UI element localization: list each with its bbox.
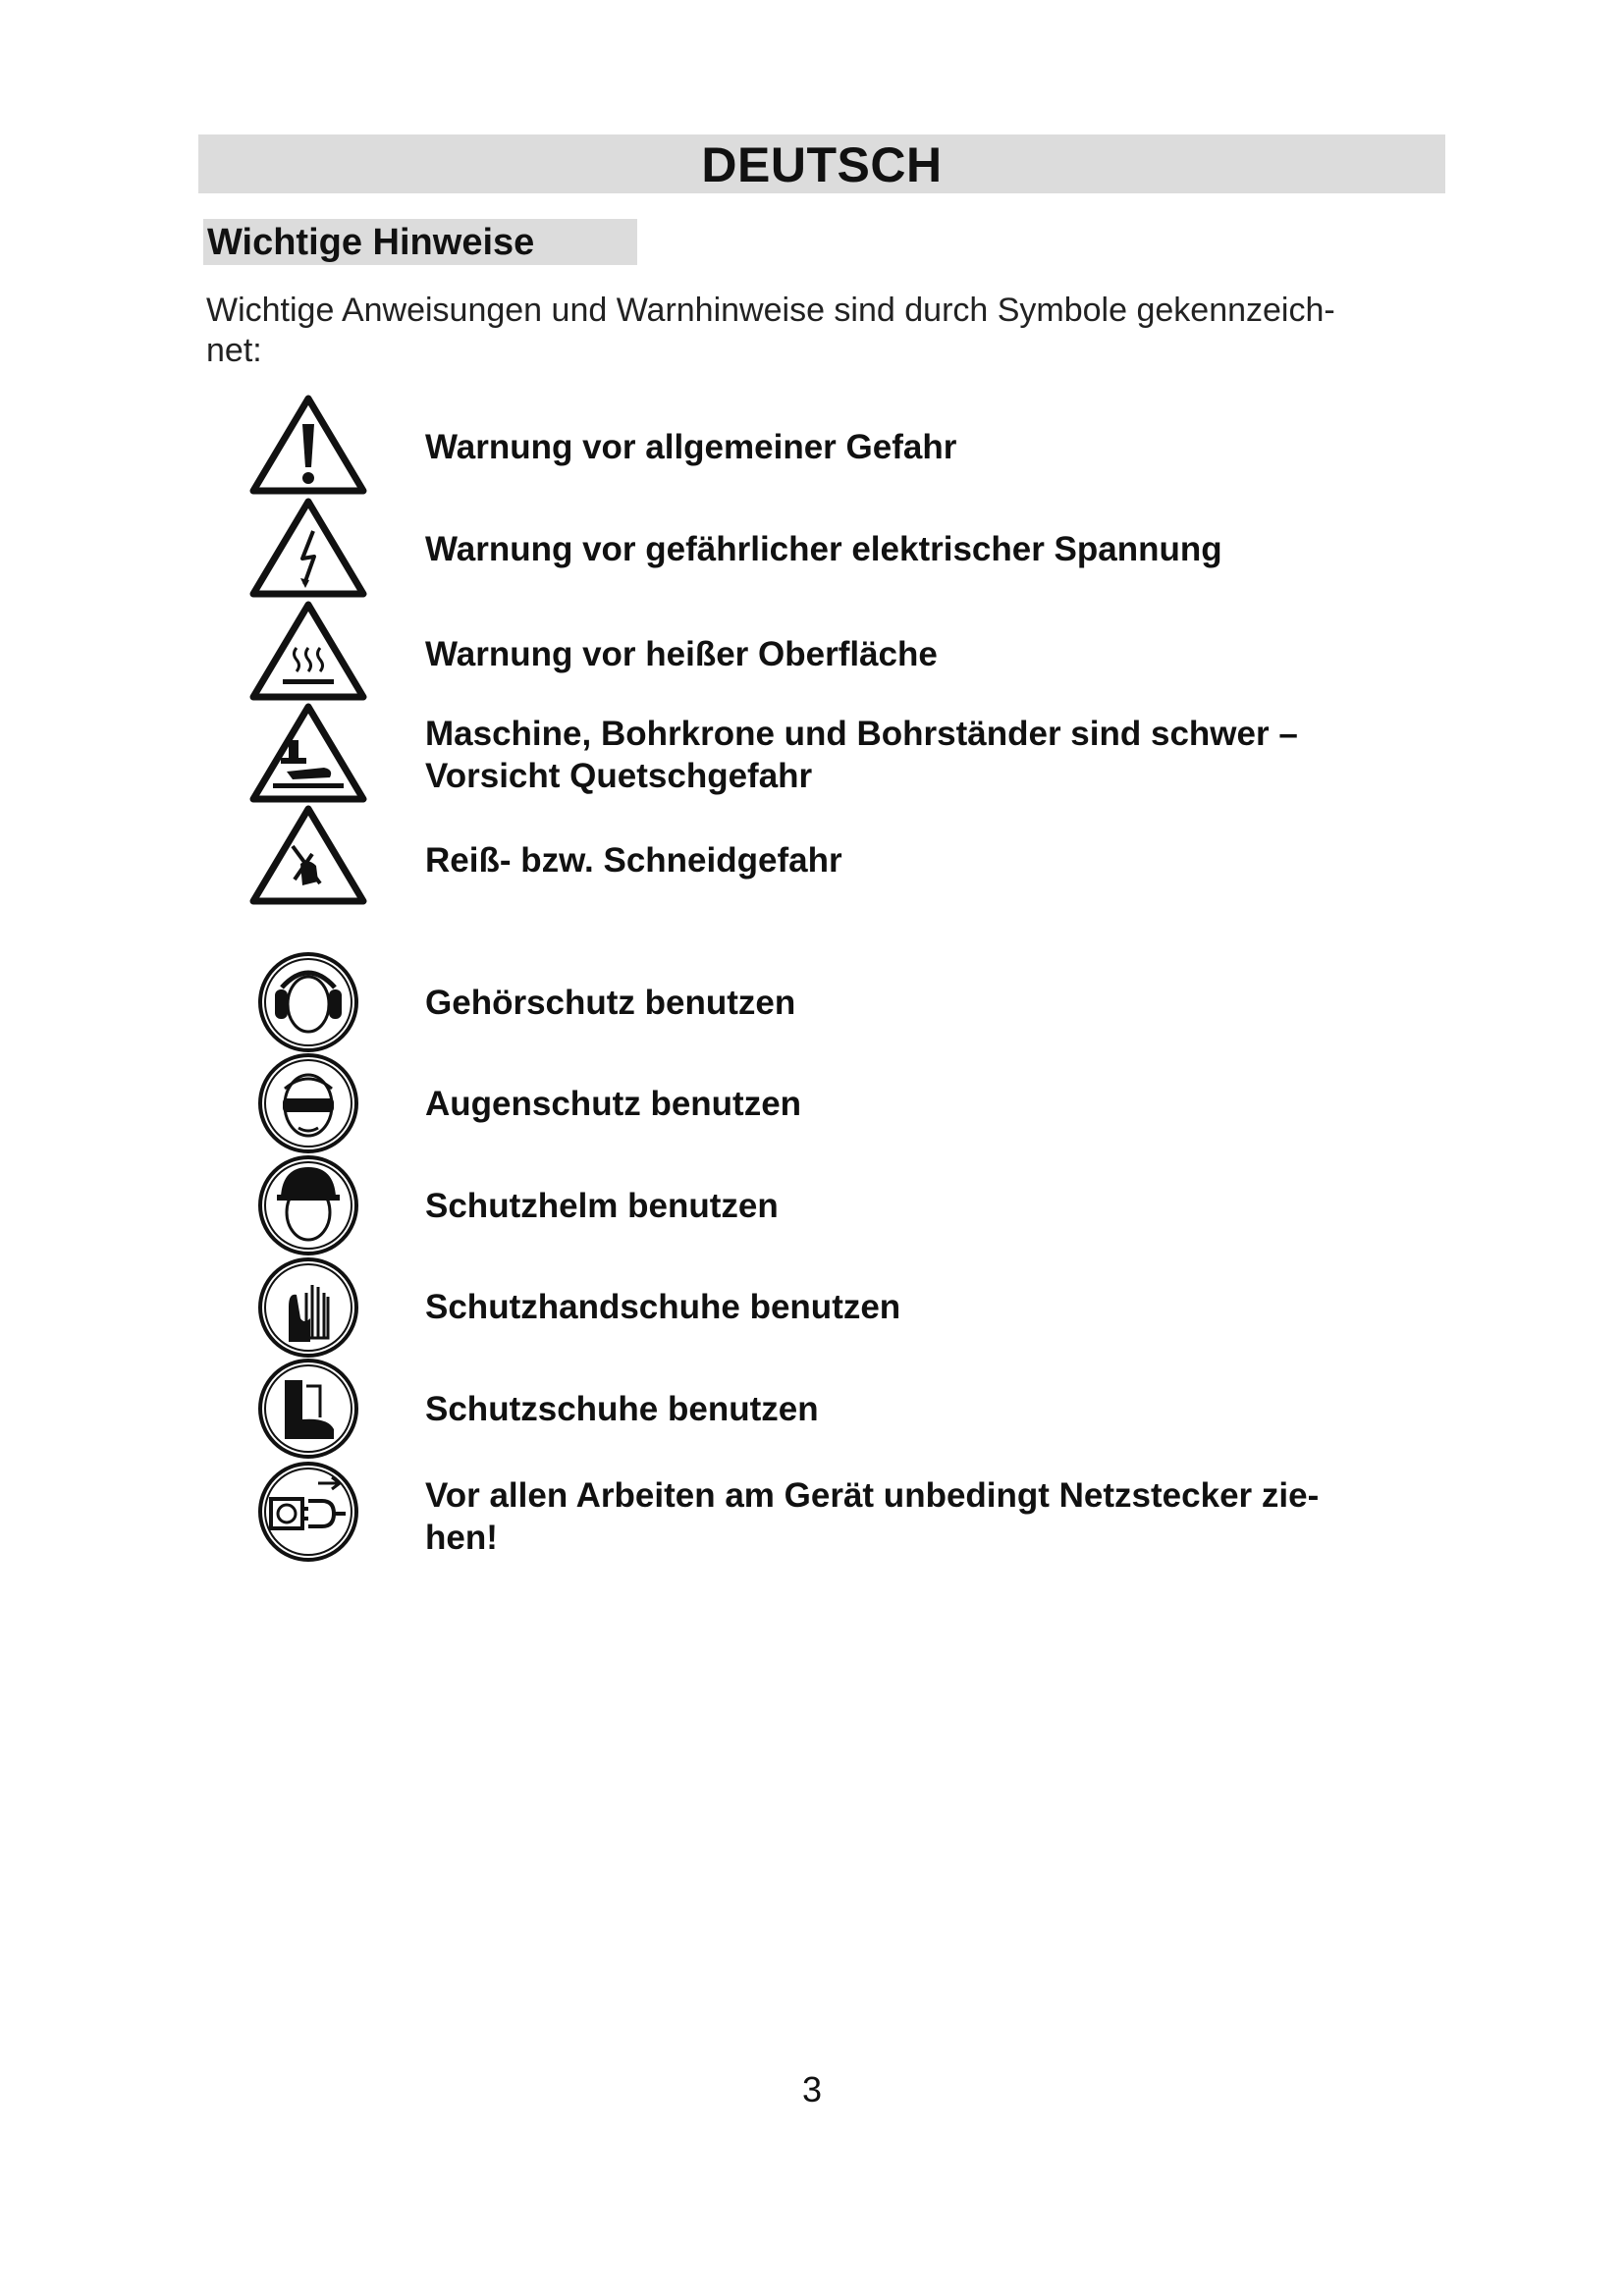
warning-label-electric: Warnung vor gefährlicher elektrischer Spannung — [425, 530, 1222, 568]
eye-protection-icon — [245, 1051, 371, 1155]
mandatory-label-unplug-line-1: Vor allen Arbeiten am Gerät unbedingt Netzstecker zie- — [425, 1476, 1320, 1515]
intro-line-2: net: — [206, 332, 262, 369]
crush-hazard-icon — [245, 701, 371, 805]
warning-label-crush-line-1: Maschine, Bohrkrone und Bohrständer sind schwer – — [425, 715, 1298, 753]
hot-surface-icon — [245, 599, 371, 703]
safety-shoes-icon — [245, 1357, 371, 1461]
unplug-icon — [245, 1460, 371, 1564]
warning-label-crush-line-2: Vorsicht Quetschgefahr — [425, 757, 813, 795]
warning-label-crush — [425, 713, 1427, 797]
intro-line-1: Wichtige Anweisungen und Warnhinweise sind durch Symbole gekennzeich- — [206, 292, 1335, 329]
ear-protection-icon — [245, 950, 371, 1054]
general-danger-icon — [245, 393, 371, 497]
section-header — [203, 219, 637, 265]
mandatory-label-shoes: Schutzschuhe benutzen — [425, 1390, 819, 1428]
mandatory-label-gloves: Schutzhandschuhe benutzen — [425, 1288, 901, 1326]
safety-helmet-icon — [245, 1153, 371, 1257]
cut-hazard-icon — [245, 803, 371, 907]
electric-voltage-icon — [245, 496, 371, 600]
protective-gloves-icon — [245, 1255, 371, 1360]
mandatory-label-ear: Gehörschutz benutzen — [425, 984, 796, 1022]
mandatory-label-eye: Augenschutz benutzen — [425, 1085, 802, 1123]
warning-label-general: Warnung vor allgemeiner Gefahr — [425, 428, 957, 466]
warning-label-hot-surface: Warnung vor heißer Oberfläche — [425, 635, 938, 673]
intro-paragraph — [206, 291, 1453, 371]
mandatory-label-unplug-line-2: hen! — [425, 1519, 498, 1557]
mandatory-label-unplug — [425, 1474, 1427, 1559]
language-header — [198, 134, 1445, 193]
section-title: Wichtige Hinweise — [207, 222, 535, 263]
warning-label-cut: Reiß- bzw. Schneidgefahr — [425, 841, 842, 880]
language-title: DEUTSCH — [701, 137, 943, 192]
page-number: 3 — [801, 2069, 823, 2109]
mandatory-label-helmet: Schutzhelm benutzen — [425, 1187, 779, 1225]
